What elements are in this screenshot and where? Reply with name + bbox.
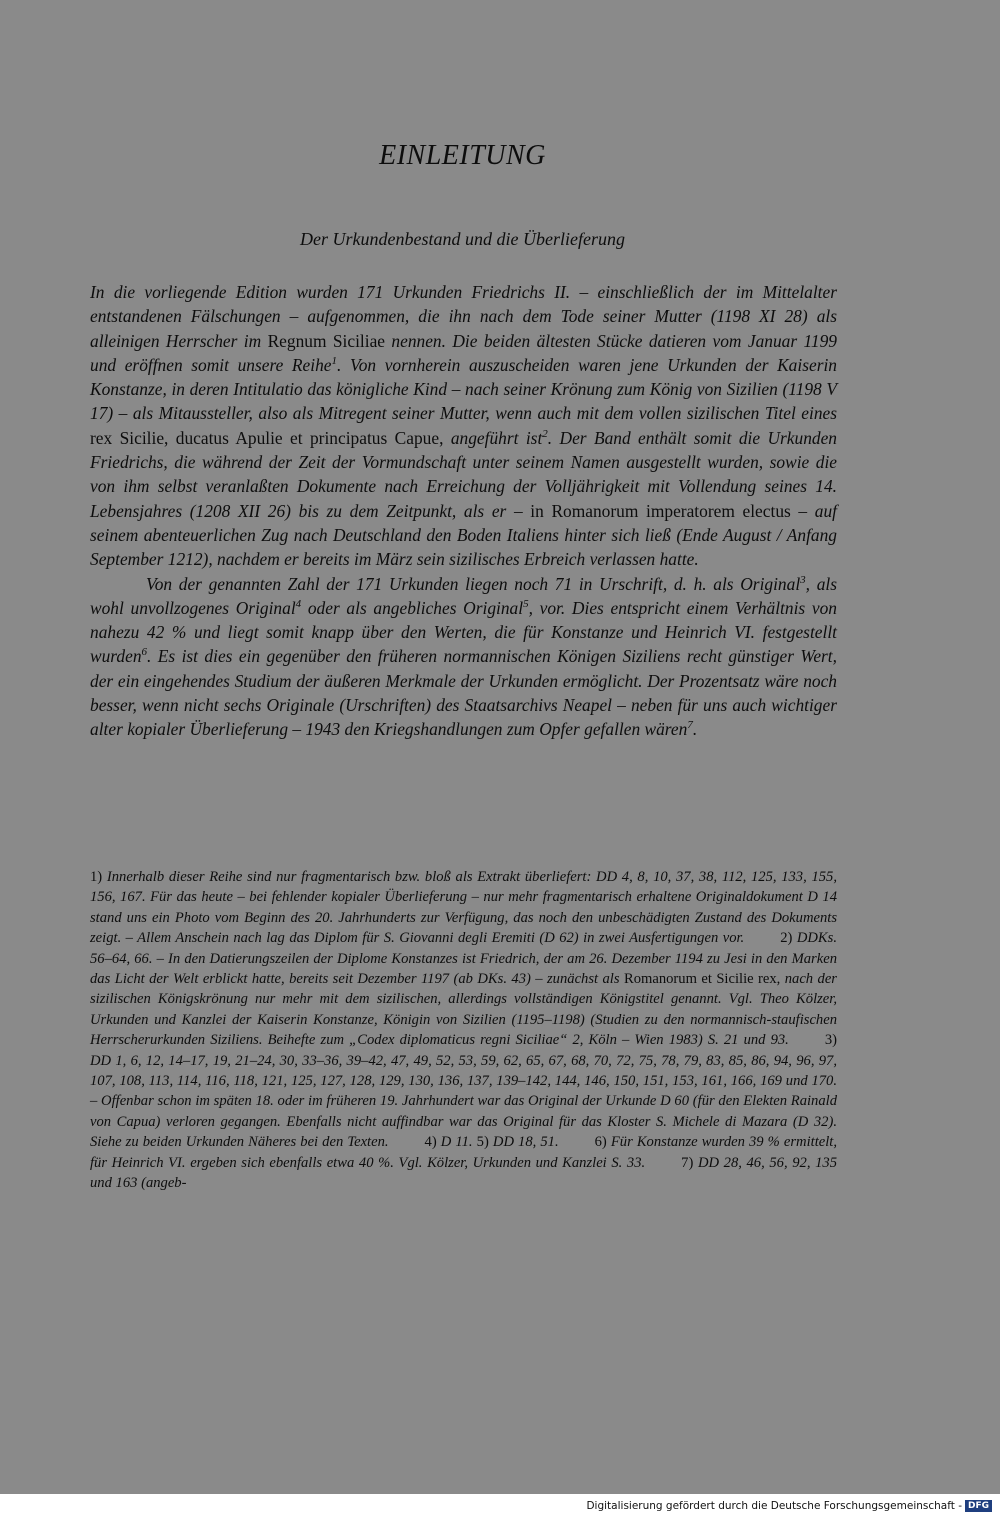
footnote-5: DD 18, 51. (492, 1134, 559, 1151)
funding-footer (586, 1500, 992, 1512)
footnote-ref-2[interactable]: 2 (542, 427, 548, 440)
body-text (90, 280, 837, 742)
footnote-6: Für Konstanze wurden 39 % ermittelt, für Heinrich VI. ergeben sich ebenfalls etwa 40 %. Vgl. Kölzer, Urkunden und Kanzlei S. 33. (90, 1134, 837, 1171)
footnote-ref-1[interactable]: 1 (331, 355, 338, 368)
footnote-number: 5) (476, 1134, 489, 1151)
funding-text: Digitalisierung gefördert durch die Deutsche Forschungsgemeinschaft - (586, 1500, 962, 1512)
footnote-ref-4[interactable]: 4 (295, 598, 302, 611)
footnote-ref-6[interactable]: 6 (141, 646, 148, 659)
footnote-block (90, 867, 837, 1194)
footnotes (90, 867, 837, 1194)
footnote-4: D 11. (440, 1134, 473, 1151)
footnote-7: DD 28, 46, 56, 92, 135 und 163 (angeb- (90, 1154, 837, 1192)
footnote-number: 2) (780, 930, 793, 947)
footnote-1: Innerhalb dieser Reihe sind nur fragmentarisch bzw. bloß als Extrakt überliefert: DD 4, 8, 10, 37, 38, 112, 125, 133, 155, 156, 167. Für das heute – bei fehlender kopialer Überlieferung – nur mehr fragmentarisch erhaltene Originaldokument D 14 stand uns ein Photo vom Beginn des 20. Jahrhunderts zur Verfügung, das noch den unbeschädigten Zustand des Dokuments zeigt. – Allem Anschein nach lag das Diplom für S. Giovanni degli Eremiti (D 62) in zwei Ausfertigungen vor. (90, 869, 837, 947)
footnote-number: 3) (824, 1032, 837, 1049)
section-subtitle: Der Urkundenbestand und die Überlieferung (300, 229, 625, 249)
footnote-number: 4) (424, 1134, 437, 1151)
footnote-number: 1) (90, 869, 103, 885)
footnote-2: DDKs. 56–64, 66. – In den Datierungszeilen der Diplome Konstanzes ist Friedrich, der am 26. Dezember 1194 zu Jesi in den Marken das Licht der Welt erblickt hatte, bereits seit Dezember 1197 (ab DKs. 43) – zunächst als Romanorum et Sicilie rex, nach der sizilischen Königskrönung nur mehr mit dem sizilischen, allerdings vollständigen Königstitel genannt. Vgl. Theo Kölzer, Urkunden und Kanzlei der Kaiserin Konstanze, Königin von Sizilien (1195–1198) (Studien zu den normannisch-staufischen Herrscherurkunden Siziliens. Beihefte zum „Codex diplomaticus regni Siciliae“ 2, Köln – Wien 1983) S. 21 und 93. (90, 930, 837, 1049)
footnote-ref-7[interactable]: 7 (687, 719, 693, 732)
footnote-3: DD 1, 6, 12, 14–17, 19, 21–24, 30, 33–36, 39–42, 47, 49, 52, 53, 59, 62, 65, 67, 68, 70, 72, 75, 78, 79, 83, 85, 86, 94, 96, 97, 107, 108, 113, 114, 116, 118, 121, 125, 127, 128, 129, 130, 136, 137, 139–142, 144, 146, 150, 151, 153, 161, 166, 169 und 170. – Offenbar schon im späten 18. oder im früheren 19. Jahrhundert war das Original der Urkunde D 60 (für den Elekten Rainald von Capua) verloren gegangen. Ebenfalls nicht auffindbar war das Original für das Kloster S. Michele di Mazara (D 32). Siehe zu beiden Urkunden Näheres bei den Texten. (90, 1052, 837, 1151)
footnote-ref-3[interactable]: 3 (800, 573, 806, 586)
paragraph-1: In die vorliegende Edition wurden 171 Urkunden Friedrichs II. – einschließlich der im Mittelalter entstandenen Fälschungen – aufgenommen, die ihn nach dem Tode seiner Mutter (1198 XI 28) als alleinigen Herrscher im Regnum Siciliae nennen. Die beiden ältesten Stücke datieren vom Januar 1199 und eröffnen somit unsere Reihe$^1$. Von vornherein auszuscheiden waren jene Urkunden der Kaiserin Konstanze, in deren Intitulatio das königliche Kind – nach seiner Krönung zum König von Sizilien (1198 V 17) – als Mitaussteller, also als Mitregent seiner Mutter, wenn auch mit dem vollen sizilischen Titel eines rex Sicilie, ducatus Apulie et principatus Capue, angeführt ist$^2$. Der Band enthält somit die Urkunden Friedrichs, die während der Zeit der Vormundschaft unter seinem Namen ausgestellt wurden, sowie die von ihm selbst veranlaßten Dokumente nach Erreichung der Volljährigkeit mit Vollendung seines 14. Lebensjahres (1208 XII 26) bis zu dem Zeitpunkt, als er – in Romanorum imperatorem electus – auf seinem abenteuerlichen Zug nach Deutschland den Boden Italiens hinter sich ließ (Ende August / Anfang September 1212), nachdem er bereits im März sein sizilisches Erbreich verlassen hatte. (90, 282, 838, 570)
page-title: EINLEITUNG (379, 140, 546, 171)
footnote-ref-5[interactable]: 5 (523, 598, 529, 611)
paragraph-2: Von der genannten Zahl der 171 Urkunden liegen noch 71 in Urschrift, d. h. als Original$^3$, als wohl unvollzogenes Original$^4$ oder als angebliches Original$^5$, vor. Dies entspricht einem Verhältnis von nahezu 42 % und liegt somit knapp über den Werten, die für Konstanze und Heinrich VI. festgestellt wurden$^6$. Es ist dies ein gegenüber den früheren normannischen Königen Siziliens recht günstiger Wert, der ein eingehendes Studium der äußeren Merkmale der Urkunden ermöglicht. Der Prozentsatz wäre noch besser, wenn nicht sechs Originale (Urschriften) des Staatsarchivs Neapel – neben für uns auch wichtiger alter kopialer Überlieferung – 1943 den Kriegshandlungen zum Opfer gefallen wären$^7$. (90, 573, 837, 740)
footnote-number: 6) (594, 1134, 607, 1151)
dfg-logo[interactable]: DFG (965, 1500, 992, 1512)
footnote-number: 7) (681, 1154, 694, 1171)
